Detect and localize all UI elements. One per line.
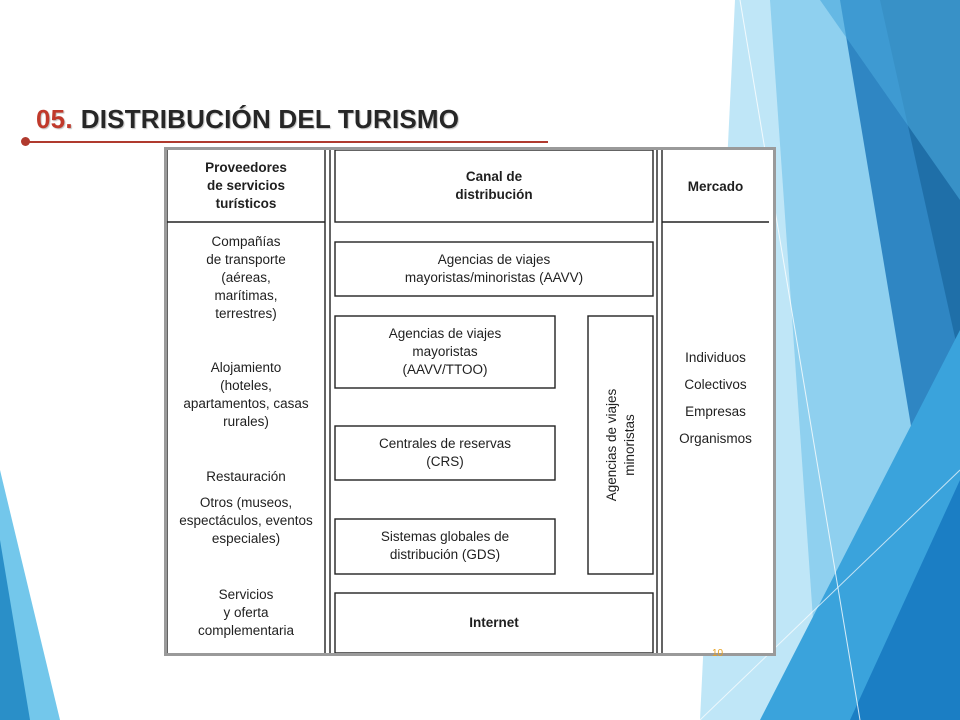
market-item: Colectivos [684, 377, 747, 392]
channel-minoristas-label: Agencias de viajes minoristas [604, 388, 637, 502]
section-number: 05. [36, 104, 73, 134]
section-title: DISTRIBUCIÓN DEL TURISMO [80, 104, 460, 134]
channel-tto-label: Agencias de viajes mayoristas (AAVV/TTOO) [388, 326, 502, 377]
channel-internet-label: Internet [469, 615, 519, 630]
provider-lodging: Alojamiento (hoteles, apartamentos, casas rurales) [183, 360, 309, 429]
channel-gds-label: Sistemas globales de distribución (GDS) [380, 529, 510, 562]
provider-others: Otros (museos, espectáculos, eventos especiales) [179, 495, 313, 546]
slide-title [36, 104, 459, 135]
header-market: Mercado [687, 179, 744, 194]
header-providers: Proveedores de servicios turísticos [205, 160, 287, 211]
provider-complementary: Servicios y oferta complementaria [197, 587, 295, 638]
channel-aavv-label: Agencias de viajes mayoristas/minoristas (AAVV) [404, 252, 584, 285]
page-number: 10 [712, 648, 724, 659]
provider-transport: Compañías de transporte (aéreas, marítimas, terrestres) [206, 234, 286, 321]
header-channel: Canal de distribución [455, 169, 533, 202]
market-list [662, 344, 769, 452]
channel-crs-label: Centrales de reservas (CRS) [378, 436, 512, 469]
title-underline [26, 141, 548, 143]
distribution-diagram [164, 147, 776, 656]
market-item: Individuos [685, 350, 746, 365]
market-item: Organismos [679, 431, 752, 446]
provider-restaurants: Restauración [206, 469, 286, 484]
market-item: Empresas [685, 404, 746, 419]
